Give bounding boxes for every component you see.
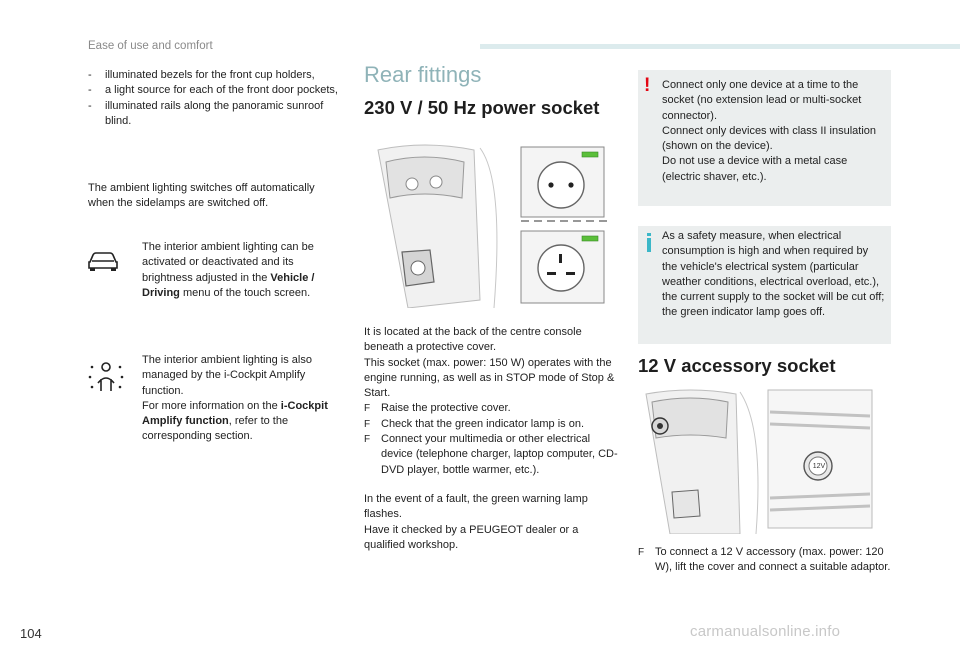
- accessory-socket-illustration: [640, 388, 874, 539]
- step-item: F To connect a 12 V accessory (max. power: 120 W), lift the cover and connect a suitable adaptor.: [638, 545, 891, 576]
- warning-icon: !: [644, 75, 651, 96]
- i-cockpit-amplify-icon: [88, 357, 124, 402]
- bullet-item: - illuminated bezels for the front cup holders,: [88, 68, 340, 83]
- section-title: Ease of use and comfort: [88, 40, 213, 52]
- info-text: As a safety measure, when electrical consumption is high and when required by the vehicle's electrical system (particular weather conditions, electrical overload, etc.), the current supply to the socket will be cut off; the green indicator lamp goes off.: [662, 230, 885, 319]
- watermark: carmanualsonline.info: [690, 623, 841, 640]
- step-item: F Raise the protective cover.: [364, 401, 620, 416]
- accessory-step: [638, 545, 891, 576]
- bullet-item: - a light source for each of the front door pockets,: [88, 83, 340, 98]
- header-bar: [480, 44, 960, 49]
- warning-box: [638, 70, 891, 206]
- ambient-note: The ambient lighting switches off automatically when the sidelamps are switched off.: [88, 182, 315, 210]
- rear-fittings-heading: Rear fittings: [364, 62, 482, 87]
- step-item: F Connect your multimedia or other electrical device (telephone charger, laptop computer, CD-DVD player, bottle warmer, etc.).: [364, 432, 620, 478]
- warning-text: Connect only one device at a time to the socket (no extension lead or multi-socket connector). Connect only devices with class II insulation (shown on the device). Do not use a device with a metal case (electric shaver, etc.).: [662, 79, 876, 183]
- bullet-item: - illuminated rails along the panoramic sunroof blind.: [88, 99, 340, 130]
- socket-description: It is located at the back of the centre console beneath a protective cover. This socket (max. power: 150 W) operates with the engine running, as well as in STOP mode of Stop & Start. F Raise the protective cover. F Check that the green indicator lamp is on. F Connect your multimedia or other electrical device (telephone charger, laptop computer, CD-DVD player, bottle warmer, etc.).: [364, 325, 620, 478]
- car-icon: [86, 250, 120, 277]
- function-name: i-Cockpit Amplify function: [142, 399, 328, 428]
- menu-name: Vehicle / Driving: [142, 271, 315, 299]
- vehicle-menu-text: The interior ambient lighting can be activated or deactivated and its brightness adjusted in the Vehicle / Driving menu of the touch screen.: [142, 241, 315, 299]
- info-box: [638, 226, 891, 344]
- power-socket-heading: 230 V / 50 Hz power socket: [364, 97, 600, 118]
- info-icon-dot: [647, 233, 651, 236]
- lighting-bullets: [88, 68, 340, 129]
- cockpit-amplify-text: The interior ambient lighting is also managed by the i-Cockpit Amplify function. For more information on the i-Cockpit Amplify function, refer to the corresponding section.: [142, 354, 328, 443]
- power-socket-illustration: [364, 140, 610, 313]
- accessory-socket-heading: 12 V accessory socket: [638, 355, 836, 376]
- page-number: 104: [20, 626, 42, 641]
- step-item: F Check that the green indicator lamp is on.: [364, 417, 620, 432]
- twelve-volt-label: 12V: [812, 463, 826, 470]
- fault-text: In the event of a fault, the green warning lamp flashes. Have it checked by a PEUGEOT dealer or a qualified workshop.: [364, 493, 588, 551]
- info-icon: [647, 238, 651, 252]
